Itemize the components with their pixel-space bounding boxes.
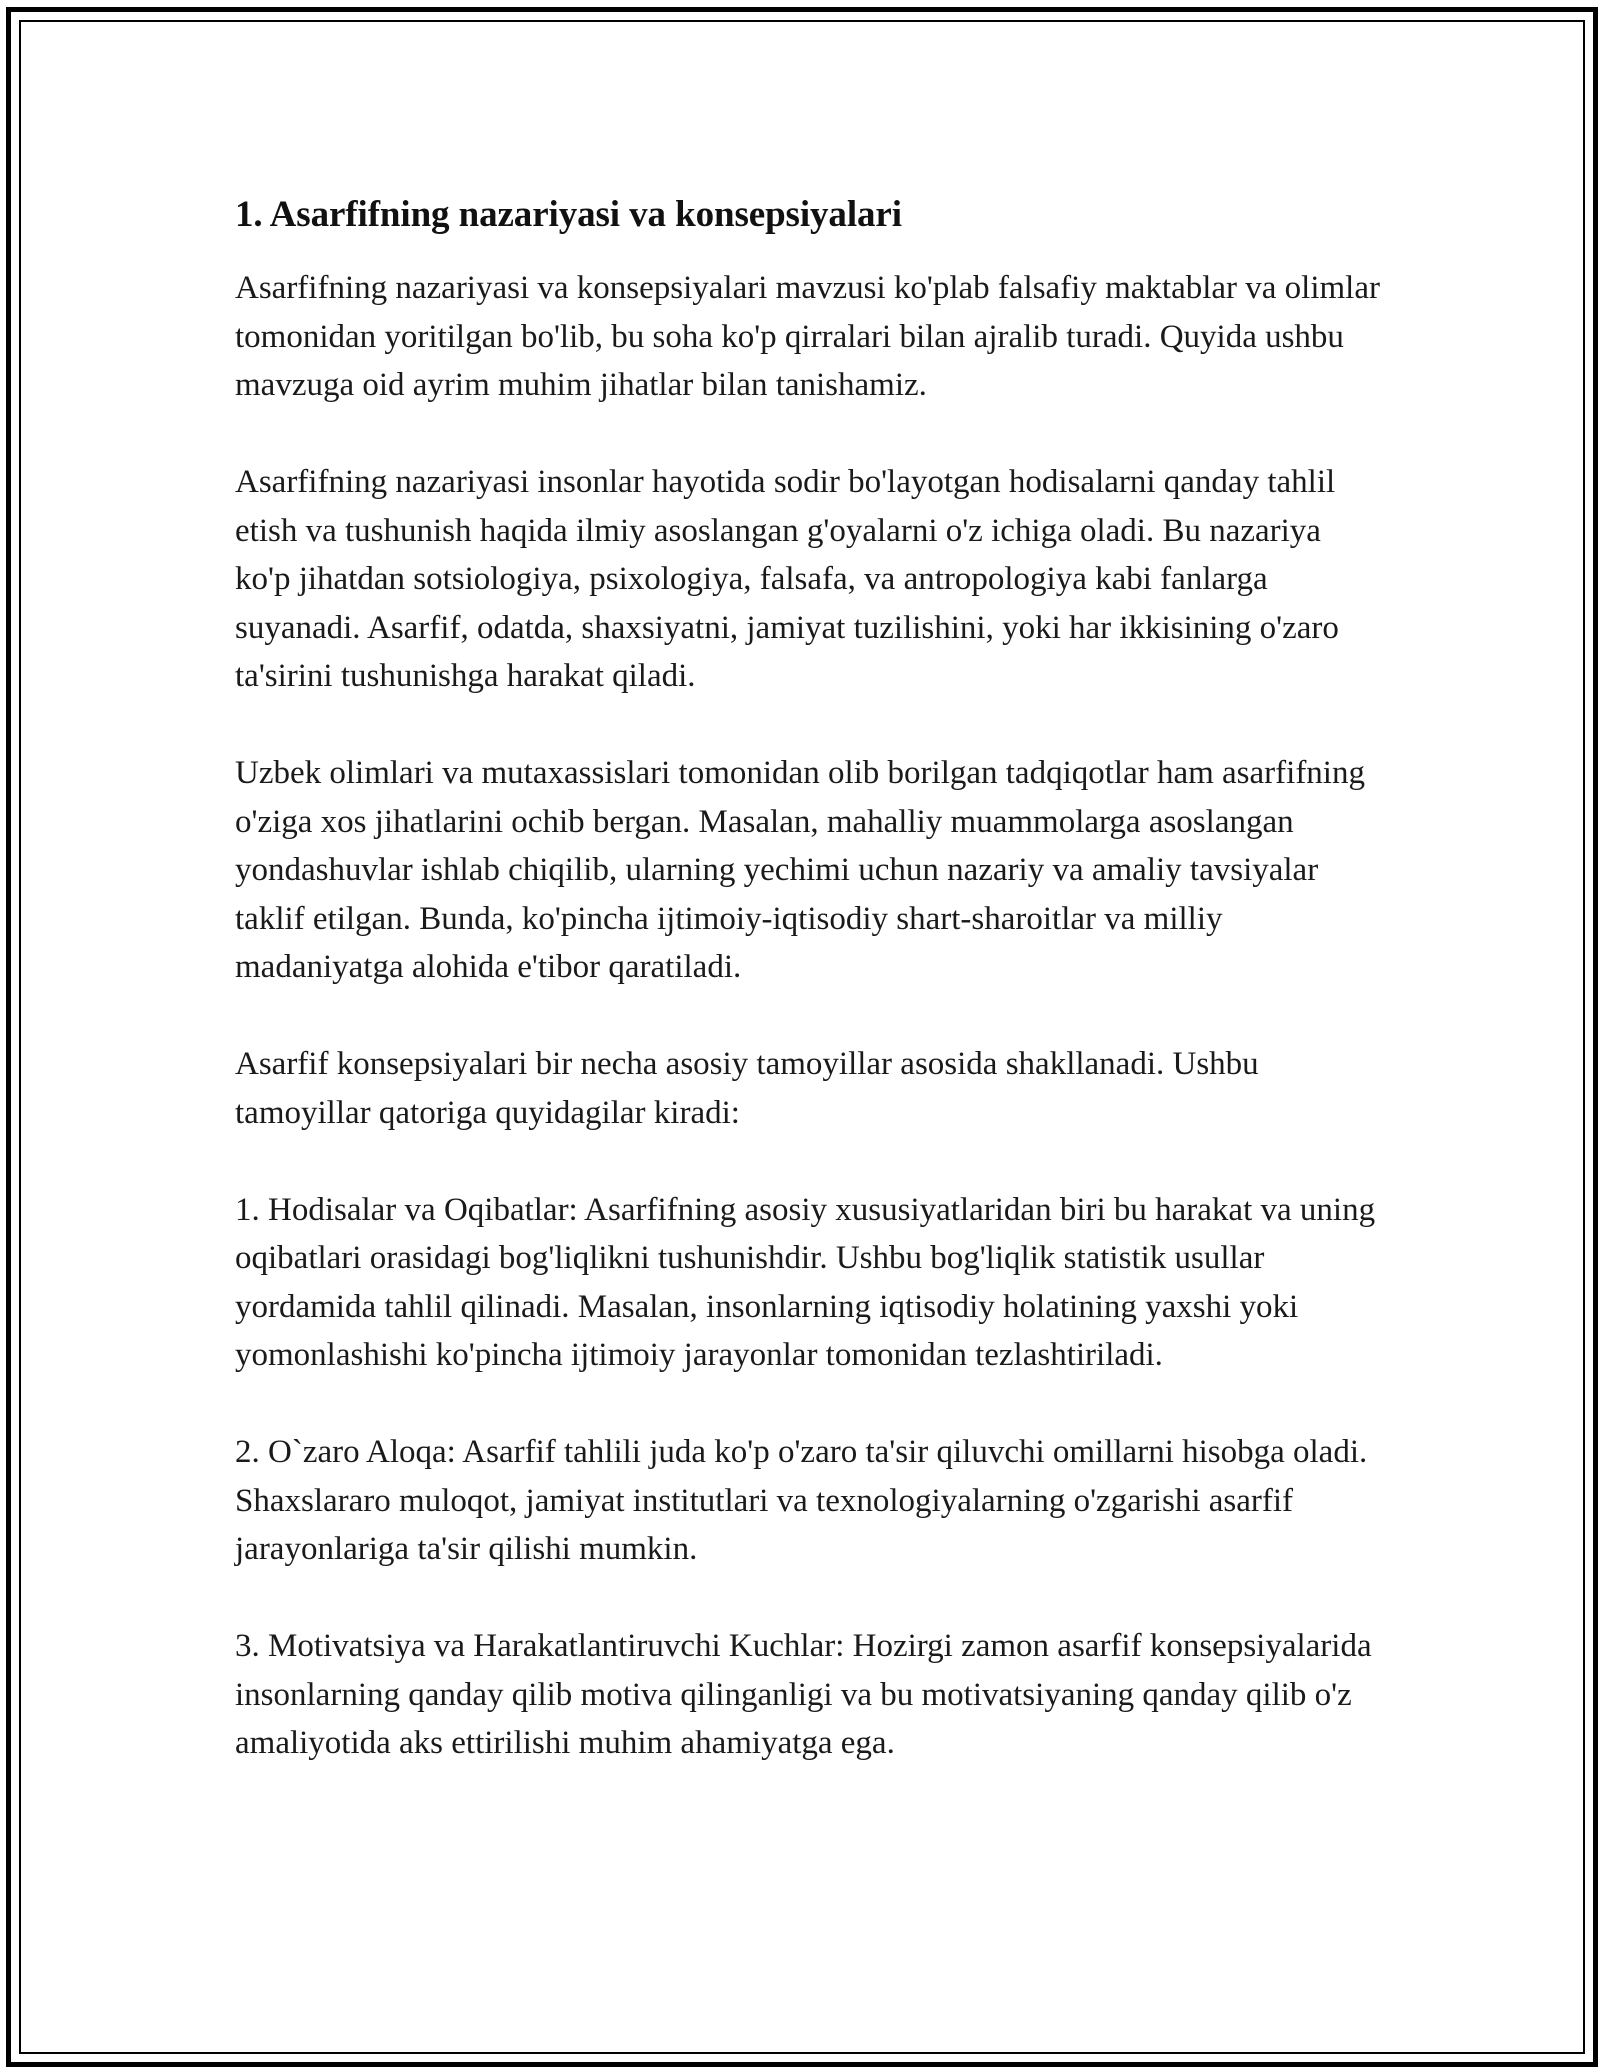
paragraph-intro: Asarfifning nazariyasi va konsepsiyalari mavzusi ko'plab falsafiy maktablar va olimlar tomonidan yoritilgan bo'lib, bu soha ko'p qirralari bilan ajralib turadi. Quyida ushbu mavzuga oid ayrim muhim jihatlar bilan tanishamiz. xyxy=(235,270,1380,403)
section-heading: 1. Asarfifning nazariyasi va konsepsiyalari xyxy=(235,194,902,235)
paragraph-theory: Asarfifning nazariyasi insonlar hayotida sodir bo'layotgan hodisalarni qanday tahlil etish va tushunish haqida ilmiy asoslangan g'oyalarni o'z ichiga oladi. Bu nazariya ko'p jihatdan sotsiologiya, psixologiya, falsafa, va antropologiya kabi fanlarga suyanadi. Asarfif, odatda, shaxsiyatni, jamiyat tuzilishini, yoki har ikkisining o'zaro ta'sirini tushunishga harakat qiladi. xyxy=(235,464,1339,694)
list-item-motivation: 3. Motivatsiya va Harakatlantiruvchi Kuchlar: Hozirgi zamon asarfif konsepsiyalarida insonlarning qanday qilib motiva qilinganligi va bu motivatsiyaning qanday qilib o'z amaliyotida aks ettirilishi muhim ahamiyatga ega. xyxy=(235,1628,1372,1761)
document-body xyxy=(235,186,1380,1816)
list-item-mutual-relations: 2. O`zaro Aloqa: Asarfif tahlili juda ko'p o'zaro ta'sir qiluvchi omillarni hisobga oladi. Shaxslararo muloqot, jamiyat institutlari va texnologiyalarning o'zgarishi asarfif jarayonlariga ta'sir qilishi mumkin. xyxy=(235,1434,1368,1567)
paragraph-uzbek-research: Uzbek olimlari va mutaxassislari tomonidan olib borilgan tadqiqotlar ham asarfifning o'ziga xos jihatlarini ochib bergan. Masalan, mahalliy muammolarga asoslangan yondashuvlar ishlab chiqilib, ularning yechimi uchun nazariy va amaliy tavsiyalar taklif etilgan. Bunda, ko'pincha ijtimoiy-iqtisodiy shart-sharoitlar va milliy madaniyatga alohida e'tibor qaratiladi. xyxy=(235,755,1365,985)
list-item-events-consequences: 1. Hodisalar va Oqibatlar: Asarfifning asosiy xususiyatlaridan biri bu harakat va uning oqibatlari orasidagi bog'liqlikni tushunishdir. Ushbu bog'liqlik statistik usullar yordamida tahlil qilinadi. Masalan, insonlarning iqtisodiy holatining yaxshi yoki yomonlashishi ko'pincha ijtimoiy jarayonlar tomonidan tezlashtiriladi. xyxy=(235,1191,1376,1373)
paragraph-principles-intro: Asarfif konsepsiyalari bir necha asosiy tamoyillar asosida shakllanadi. Ushbu tamoyillar qatoriga quyidagilar kiradi: xyxy=(235,1046,1259,1131)
